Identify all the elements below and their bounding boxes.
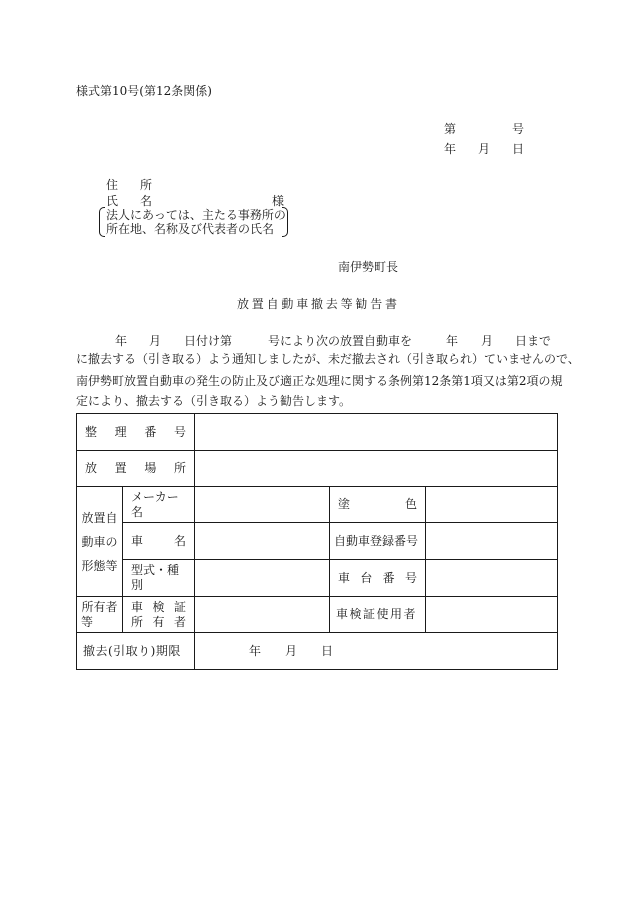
label-char: 有	[152, 614, 165, 629]
deadline-month: 月	[285, 643, 298, 658]
body-month-1: 月	[149, 334, 162, 348]
model-type-value[interactable]	[195, 560, 330, 597]
body-notice-vehicle: 号により次の放置自動車を	[268, 334, 413, 348]
corp-note-bracket-left	[99, 207, 105, 237]
name-label-char-2: 名	[139, 194, 152, 208]
registration-number-value[interactable]	[426, 523, 558, 560]
registration-number-label	[330, 523, 426, 560]
label-char: 名	[173, 533, 186, 548]
corp-note-bracket-right	[282, 207, 288, 237]
label-char: 色	[404, 497, 417, 511]
label-char: 証	[173, 599, 186, 614]
maker-value[interactable]	[195, 487, 330, 523]
deadline-value[interactable]	[195, 633, 558, 670]
table-row	[77, 414, 558, 451]
label-char: 所	[173, 461, 186, 475]
label-char: 塗	[338, 497, 351, 511]
table-row	[77, 523, 558, 560]
management-number-label	[77, 414, 195, 451]
location-value[interactable]	[195, 451, 558, 487]
body-line-3: 南伊勢町放置自動車の発生の防止及び適正な処理に関する条例第12条第1項又は第2項の規	[76, 374, 563, 388]
inspection-user-value[interactable]	[426, 597, 558, 633]
address-label	[106, 178, 152, 192]
vehicle-group-label	[77, 487, 123, 597]
label-char: 場	[144, 461, 157, 475]
address-label-char-1: 住	[106, 178, 119, 192]
date-month: 月	[477, 142, 490, 156]
chassis-number-value[interactable]	[426, 560, 558, 597]
table-row	[77, 560, 558, 597]
document-number-line	[444, 122, 524, 136]
label-char: 所	[131, 614, 144, 629]
vehicle-info-table	[76, 413, 558, 670]
document-title: 放置自動車撤去等勧告書	[237, 297, 400, 311]
label-char: 放	[85, 461, 98, 475]
vehicle-group-line-1: 放置自	[81, 510, 118, 525]
label-char: 検	[152, 599, 165, 614]
document-date-line	[444, 142, 524, 156]
label-char: 車	[338, 570, 351, 585]
deadline-year: 年	[249, 643, 262, 658]
label-char: 理	[114, 424, 127, 439]
label-char: 台	[360, 570, 373, 585]
label-char: 番	[144, 424, 157, 439]
label-char: 置	[114, 461, 127, 475]
body-year-1: 年	[115, 334, 128, 348]
corp-note-line-1: 法人にあっては、主たる事務所の	[106, 208, 286, 222]
address-label-char-2: 所	[139, 178, 152, 192]
corp-note-line-2: 所在地、名称及び代表者の氏名	[106, 222, 275, 236]
label-char: 者	[173, 614, 186, 629]
chassis-number-label	[330, 560, 426, 597]
deadline-text: 撤去(引取り)期限	[83, 643, 181, 658]
body-year-2: 年	[446, 334, 459, 348]
body-line-2: に撤去する（引き取る）よう通知しましたが、未だ撤去され（引き取られ）ていませんので、	[76, 352, 580, 366]
inspection-owner-label	[123, 597, 195, 633]
honorific: 様	[272, 194, 285, 208]
paint-color-label	[330, 487, 426, 523]
model-type-label	[123, 560, 195, 597]
table-row	[77, 451, 558, 487]
management-number-value[interactable]	[195, 414, 558, 451]
label-char: 整	[85, 424, 98, 439]
label-char: 番	[382, 570, 395, 585]
owner-group-label	[77, 597, 123, 633]
body-line-4: 定により、撤去する（引き取る）よう勧告します。	[76, 394, 352, 408]
car-name-value[interactable]	[195, 523, 330, 560]
number-suffix: 号	[511, 122, 524, 136]
inspection-user-text: 車検証使用者	[336, 607, 418, 621]
owner-group-line-2: 等	[81, 614, 94, 629]
label-char: 車	[131, 533, 144, 548]
deadline-label	[77, 633, 195, 670]
body-month-2: 月	[481, 334, 494, 348]
date-day: 日	[511, 142, 524, 156]
body-line-1	[76, 334, 552, 348]
table-row	[77, 633, 558, 670]
number-prefix: 第	[444, 122, 457, 136]
inspection-owner-value[interactable]	[195, 597, 330, 633]
table-row	[77, 597, 558, 633]
name-label	[106, 194, 152, 208]
inspection-user-label	[330, 597, 426, 633]
vehicle-group-line-3: 形態等	[81, 558, 118, 573]
vehicle-group-line-2: 動車の	[81, 534, 118, 549]
registration-number-text: 自動車登録番号	[334, 533, 419, 548]
owner-group-line-1: 所有者	[81, 599, 118, 614]
date-year: 年	[444, 142, 457, 156]
label-char: 号	[404, 570, 417, 585]
table-row	[77, 487, 558, 523]
maker-text: メーカー名	[131, 489, 179, 519]
form-number: 様式第10号(第12条関係)	[76, 84, 212, 98]
issuer: 南伊勢町長	[338, 260, 399, 274]
body-day-number: 日付け第	[184, 334, 233, 348]
name-label-char-1: 氏	[106, 194, 119, 208]
label-char: 車	[131, 599, 144, 614]
model-type-text: 型式・種別	[131, 563, 180, 592]
body-until: 日まで	[515, 334, 552, 348]
label-char: 号	[173, 424, 186, 439]
location-label	[77, 451, 195, 487]
deadline-day: 日	[321, 643, 334, 658]
maker-label	[123, 487, 195, 523]
car-name-label	[123, 523, 195, 560]
paint-color-value[interactable]	[426, 487, 558, 523]
